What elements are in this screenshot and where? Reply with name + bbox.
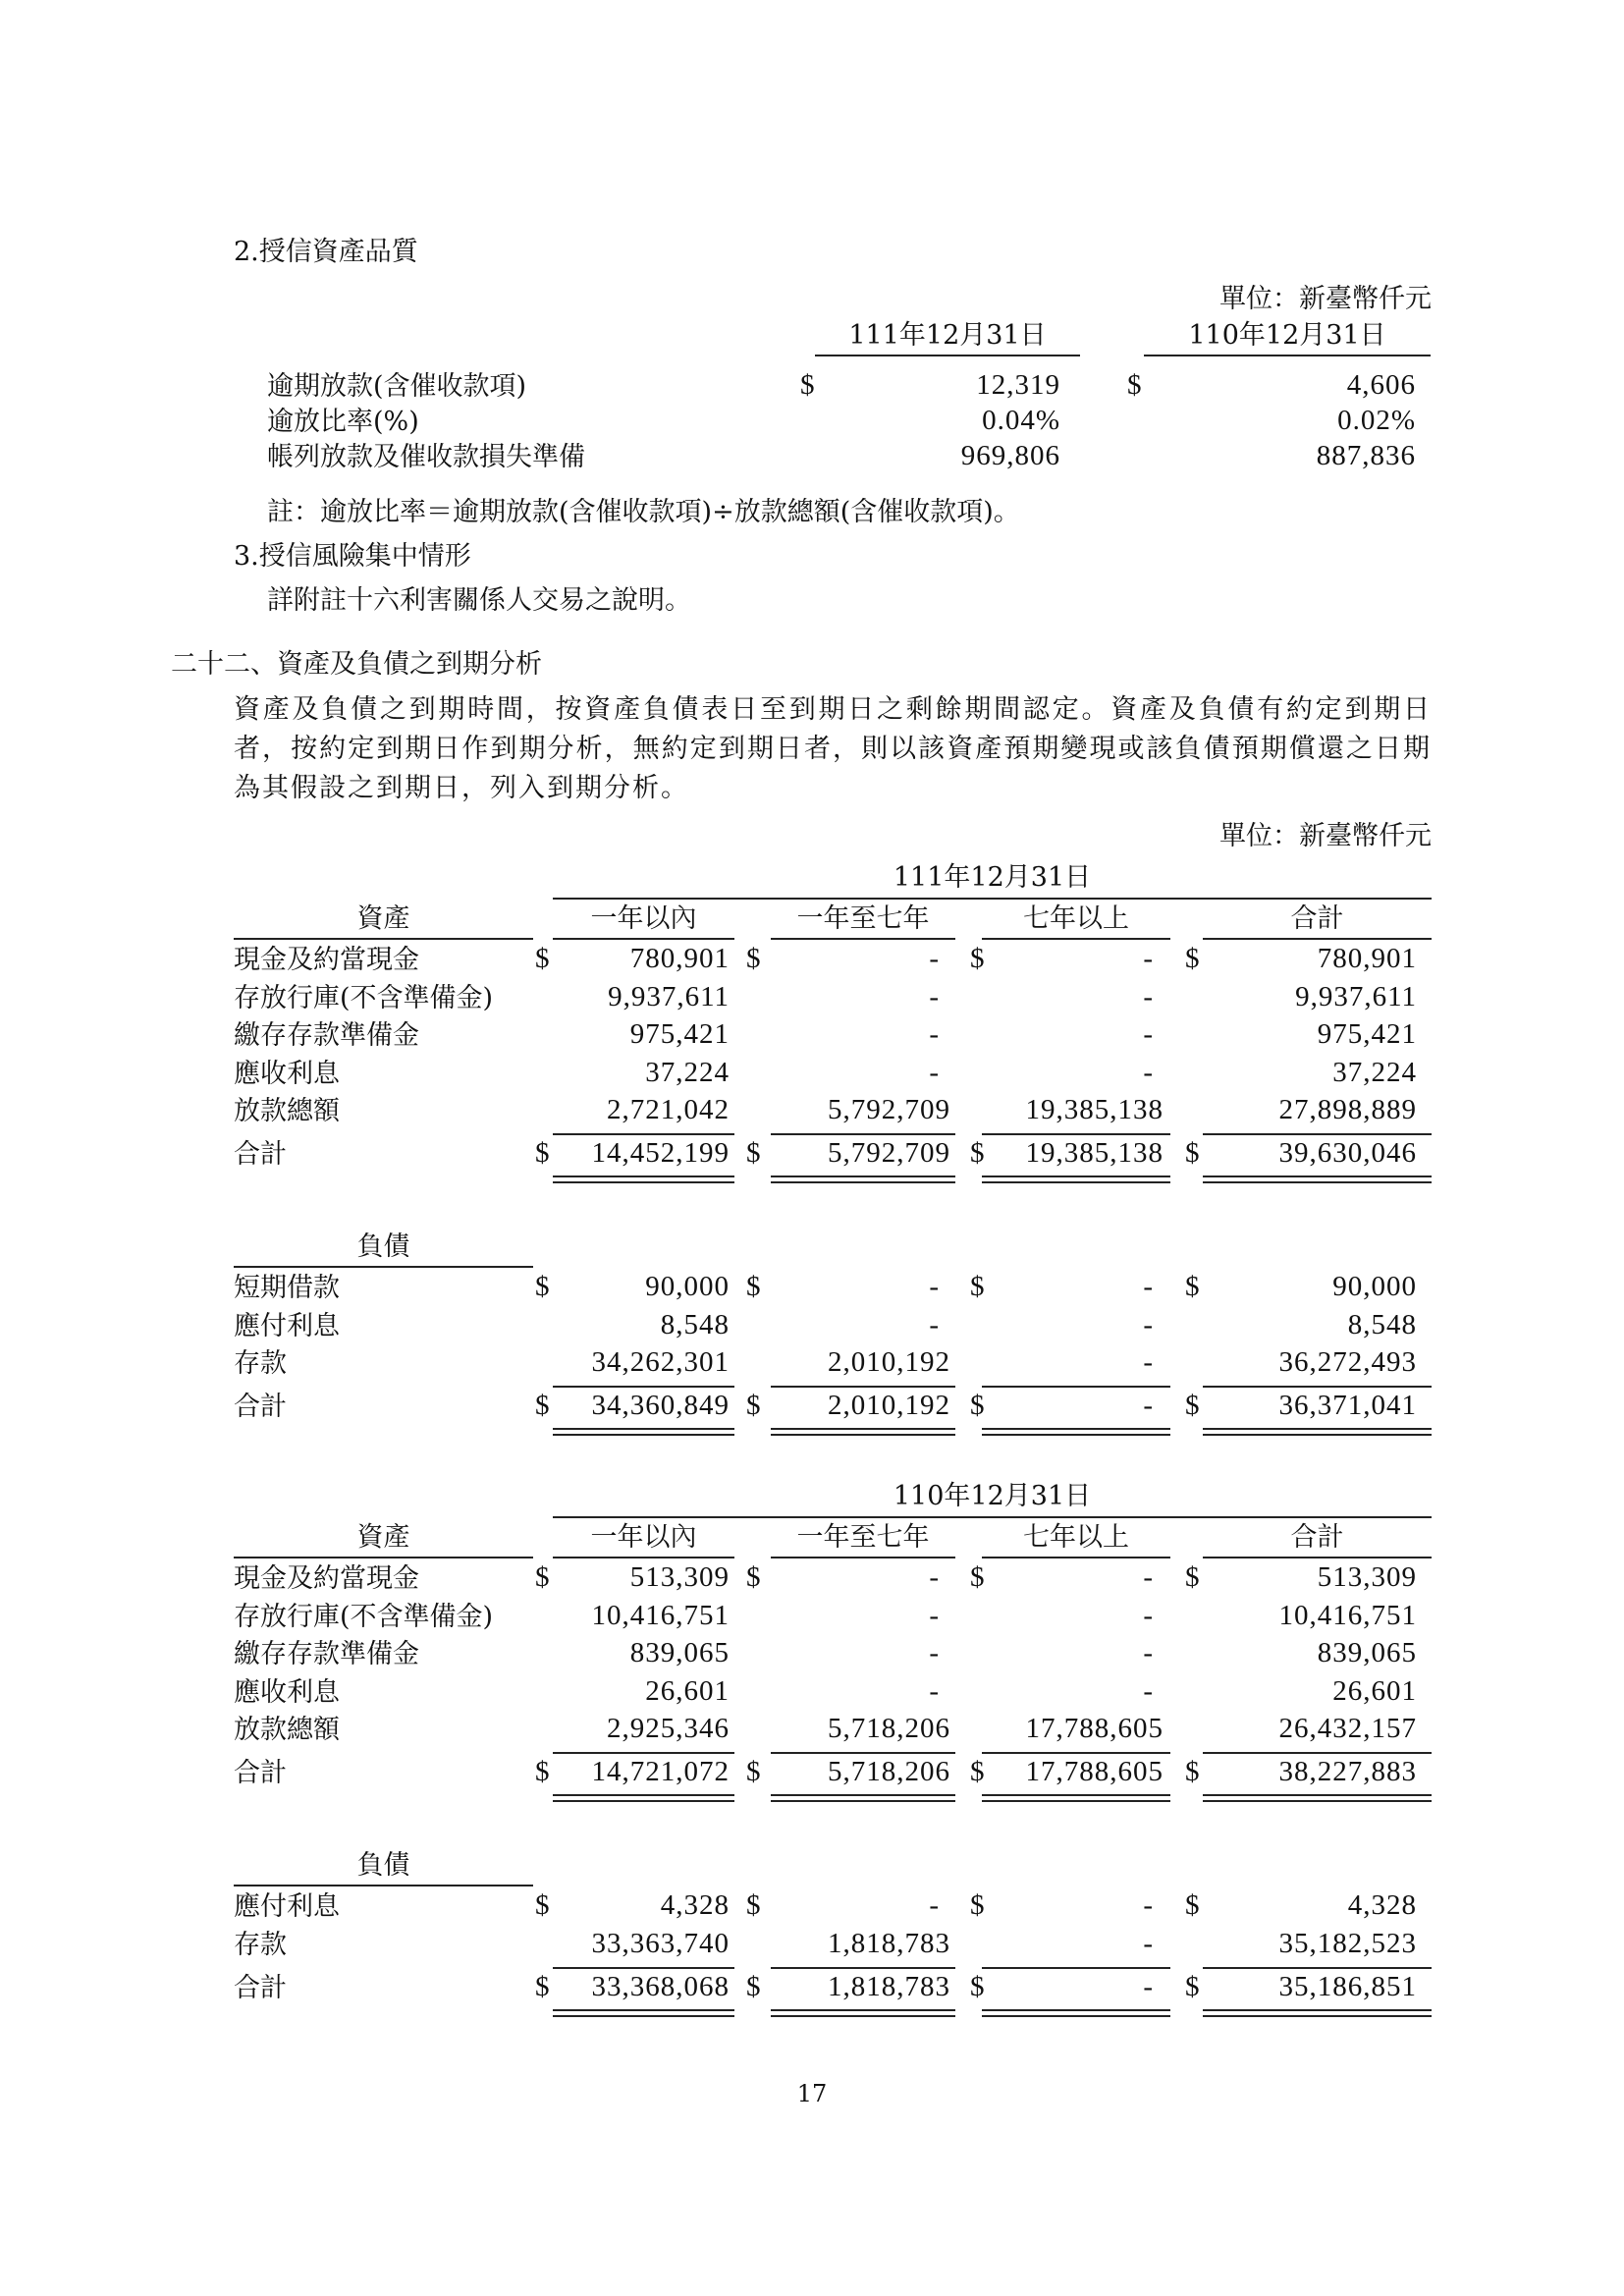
cell-value: 26,601 — [1332, 1675, 1417, 1707]
cell-value: 27,898,889 — [1278, 1094, 1417, 1125]
section-22-unit: 單位：新臺幣仟元 — [1219, 821, 1432, 851]
column-header-underline — [982, 1557, 1170, 1558]
column-header: 合計 — [1290, 1522, 1344, 1553]
column-header-underline — [982, 938, 1170, 940]
cell-value: 1,818,783 — [828, 1928, 950, 1959]
section-3-text: 詳附註十六利害關係人交易之說明。 — [267, 585, 691, 616]
cell-value: - — [929, 981, 940, 1012]
quality-row-value-2022: 969,806 — [960, 440, 1060, 471]
dollar-sign: $ — [1185, 1390, 1201, 1421]
dollar-sign: $ — [970, 1971, 986, 2002]
cell-value: - — [1143, 943, 1154, 974]
dollar-sign: $ — [535, 1137, 551, 1169]
total-value: 2,010,192 — [828, 1390, 950, 1421]
dollar-sign: $ — [1185, 1756, 1201, 1787]
column-header-underline — [1203, 938, 1432, 940]
dollar-sign: $ — [746, 1971, 762, 2002]
quality-row-dollar: $ — [1127, 369, 1143, 401]
cell-value: - — [929, 1309, 940, 1340]
section-title-underline — [234, 1266, 533, 1268]
dollar-sign: $ — [970, 1756, 986, 1787]
cell-value: - — [1143, 981, 1154, 1012]
total-double-underline — [771, 1428, 955, 1436]
quality-row-value-2021: 887,836 — [1316, 440, 1416, 471]
quality-col-2021-underline — [1144, 355, 1431, 356]
subtotal-underline — [553, 1133, 734, 1135]
total-double-underline — [553, 1175, 734, 1183]
cell-value: - — [929, 1675, 940, 1707]
section-22-heading: 二十二、資產及負債之到期分析 — [171, 649, 542, 680]
column-header-underline — [553, 938, 734, 940]
dollar-sign: $ — [1185, 1137, 1201, 1169]
subtotal-underline — [982, 1133, 1170, 1135]
total-value: - — [1143, 1971, 1154, 2002]
dollar-sign: $ — [1185, 1271, 1201, 1302]
subtotal-underline — [553, 1967, 734, 1969]
dollar-sign: $ — [970, 1137, 986, 1169]
quality-row-label: 逾期放款(含催收款項) — [267, 371, 527, 402]
row-label: 應付利息 — [234, 1311, 340, 1341]
column-header: 七年以上 — [1023, 903, 1129, 934]
dollar-sign: $ — [746, 1271, 762, 1302]
total-value: 35,186,851 — [1278, 1971, 1417, 2002]
row-label: 應收利息 — [234, 1059, 340, 1089]
dollar-sign: $ — [535, 1390, 551, 1421]
total-value: 5,718,206 — [828, 1756, 950, 1787]
cell-value: 4,328 — [660, 1889, 730, 1921]
quality-row-value-2022: 12,319 — [976, 369, 1060, 401]
dollar-sign: $ — [535, 1756, 551, 1787]
row-label: 存放行庫(不含準備金) — [234, 983, 494, 1013]
row-label: 現金及約當現金 — [234, 1563, 419, 1594]
cell-value: - — [1143, 1271, 1154, 1302]
cell-value: - — [1143, 1561, 1154, 1593]
total-value: 19,385,138 — [1025, 1137, 1164, 1169]
cell-value: - — [1143, 1309, 1154, 1340]
row-label: 應收利息 — [234, 1677, 340, 1708]
total-double-underline — [982, 1428, 1170, 1436]
cell-value: 10,416,751 — [591, 1600, 730, 1631]
subtotal-underline — [1203, 1967, 1432, 1969]
quality-col-2021: 110年12月31日 — [1188, 320, 1386, 351]
dollar-sign: $ — [746, 1756, 762, 1787]
cell-value: - — [929, 1018, 940, 1050]
cell-value: 35,182,523 — [1278, 1928, 1417, 1959]
subtotal-underline — [771, 1133, 955, 1135]
section-title-underline — [234, 938, 533, 940]
cell-value: 17,788,605 — [1025, 1713, 1164, 1744]
total-value: 14,721,072 — [591, 1756, 730, 1787]
subtotal-underline — [771, 1967, 955, 1969]
dollar-sign: $ — [970, 1561, 986, 1593]
cell-value: - — [1143, 1889, 1154, 1921]
table-date-underline — [553, 1516, 1432, 1518]
cell-value: - — [1143, 1600, 1154, 1631]
total-value: 5,792,709 — [828, 1137, 950, 1169]
total-double-underline — [771, 1794, 955, 1802]
subtotal-underline — [771, 1386, 955, 1388]
dollar-sign: $ — [1185, 1971, 1201, 2002]
page-number: 17 — [796, 2080, 828, 2107]
row-label: 應付利息 — [234, 1891, 340, 1922]
section-2-unit: 單位：新臺幣仟元 — [1219, 284, 1432, 314]
cell-value: 839,065 — [1317, 1637, 1417, 1668]
cell-value: 26,432,157 — [1278, 1713, 1417, 1744]
total-double-underline — [982, 1794, 1170, 1802]
row-label: 放款總額 — [234, 1715, 340, 1745]
cell-value: - — [929, 943, 940, 974]
total-value: 14,452,199 — [591, 1137, 730, 1169]
cell-value: 839,065 — [629, 1637, 730, 1668]
column-header-underline — [553, 1557, 734, 1558]
cell-value: - — [1143, 1928, 1154, 1959]
dollar-sign: $ — [535, 1889, 551, 1921]
dollar-sign: $ — [970, 1889, 986, 1921]
column-header: 七年以上 — [1023, 1522, 1129, 1553]
total-double-underline — [1203, 1175, 1432, 1183]
row-label: 存款 — [234, 1348, 287, 1379]
cell-value: 36,272,493 — [1278, 1346, 1417, 1378]
cell-value: 37,224 — [645, 1057, 730, 1088]
cell-value: 780,901 — [1317, 943, 1417, 974]
total-double-underline — [553, 1794, 734, 1802]
column-header-underline — [771, 938, 955, 940]
section-title-liabilities: 負債 — [356, 1850, 410, 1881]
cell-value: 2,925,346 — [607, 1713, 730, 1744]
cell-value: - — [1143, 1637, 1154, 1668]
subtotal-underline — [553, 1386, 734, 1388]
quality-row-label: 帳列放款及催收款損失準備 — [267, 442, 585, 472]
section-3-heading: 3.授信風險集中情形 — [234, 541, 471, 572]
subtotal-underline — [982, 1752, 1170, 1754]
dollar-sign: $ — [746, 943, 762, 974]
section-title-underline — [234, 1885, 533, 1886]
total-value: 33,368,068 — [591, 1971, 730, 2002]
total-double-underline — [1203, 1794, 1432, 1802]
cell-value: 975,421 — [629, 1018, 730, 1050]
total-double-underline — [982, 2009, 1170, 2017]
dollar-sign: $ — [746, 1137, 762, 1169]
table-date-underline — [553, 898, 1432, 900]
subtotal-underline — [982, 1967, 1170, 1969]
section-22-paragraph: 資產及負債之到期時間，按資產負債表日至到期日之剩餘期間認定。資產及負債有約定到期日者，按約定到期日作到期分析，無約定到期日者，則以該資產預期變現或該負債預期償還之日期為其假設之到期日，列入到期分析。 — [234, 694, 1432, 803]
row-label: 放款總額 — [234, 1096, 340, 1126]
cell-value: - — [929, 1600, 940, 1631]
quality-row-value-2021: 0.02% — [1337, 405, 1416, 436]
section-title-assets: 資產 — [356, 903, 410, 934]
dollar-sign: $ — [535, 1271, 551, 1302]
subtotal-underline — [771, 1752, 955, 1754]
cell-value: 975,421 — [1317, 1018, 1417, 1050]
subtotal-underline — [1203, 1133, 1432, 1135]
cell-value: - — [1143, 1057, 1154, 1088]
total-double-underline — [553, 1428, 734, 1436]
dollar-sign: $ — [970, 1271, 986, 1302]
table-date-header: 111年12月31日 — [893, 862, 1092, 893]
dollar-sign: $ — [746, 1390, 762, 1421]
total-label: 合計 — [234, 1758, 287, 1788]
dollar-sign: $ — [970, 1390, 986, 1421]
total-value: 36,371,041 — [1278, 1390, 1417, 1421]
cell-value: 780,901 — [629, 943, 730, 974]
row-label: 現金及約當現金 — [234, 945, 419, 975]
cell-value: - — [1143, 1346, 1154, 1378]
dollar-sign: $ — [970, 943, 986, 974]
cell-value: 10,416,751 — [1278, 1600, 1417, 1631]
dollar-sign: $ — [746, 1889, 762, 1921]
section-title-assets: 資產 — [356, 1522, 410, 1553]
total-label: 合計 — [234, 1973, 287, 2003]
cell-value: - — [1143, 1018, 1154, 1050]
total-double-underline — [1203, 2009, 1432, 2017]
subtotal-underline — [553, 1752, 734, 1754]
total-value: 34,360,849 — [591, 1390, 730, 1421]
total-value: - — [1143, 1390, 1154, 1421]
cell-value: 513,309 — [629, 1561, 730, 1593]
cell-value: 90,000 — [645, 1271, 730, 1302]
cell-value: 19,385,138 — [1025, 1094, 1164, 1125]
quality-row-value-2021: 4,606 — [1346, 369, 1416, 401]
cell-value: 90,000 — [1332, 1271, 1417, 1302]
cell-value: - — [929, 1271, 940, 1302]
section-title-underline — [234, 1557, 533, 1558]
row-label: 繳存存款準備金 — [234, 1639, 419, 1669]
total-value: 38,227,883 — [1278, 1756, 1417, 1787]
cell-value: 4,328 — [1347, 1889, 1417, 1921]
cell-value: - — [929, 1057, 940, 1088]
total-double-underline — [771, 2009, 955, 2017]
subtotal-underline — [1203, 1386, 1432, 1388]
total-double-underline — [1203, 1428, 1432, 1436]
section-2-heading: 2.授信資產品質 — [234, 237, 418, 267]
cell-value: 37,224 — [1332, 1057, 1417, 1088]
total-double-underline — [553, 2009, 734, 2017]
column-header: 一年以內 — [590, 903, 697, 934]
total-label: 合計 — [234, 1392, 287, 1422]
cell-value: 2,721,042 — [607, 1094, 730, 1125]
quality-col-2022: 111年12月31日 — [848, 320, 1047, 351]
cell-value: 8,548 — [660, 1309, 730, 1340]
row-label: 短期借款 — [234, 1273, 340, 1303]
cell-value: - — [929, 1637, 940, 1668]
total-double-underline — [982, 1175, 1170, 1183]
row-label: 繳存存款準備金 — [234, 1020, 419, 1051]
total-value: 17,788,605 — [1025, 1756, 1164, 1787]
total-value: 1,818,783 — [828, 1971, 950, 2002]
row-label: 存放行庫(不含準備金) — [234, 1602, 494, 1632]
dollar-sign: $ — [746, 1561, 762, 1593]
column-header: 一年以內 — [590, 1522, 697, 1553]
cell-value: - — [929, 1561, 940, 1593]
total-label: 合計 — [234, 1139, 287, 1170]
column-header: 一年至七年 — [796, 1522, 930, 1553]
quality-note: 註：逾放比率＝逾期放款(含催收款項)÷放款總額(含催收款項)。 — [267, 497, 1020, 527]
total-double-underline — [771, 1175, 955, 1183]
quality-row-label: 逾放比率(%) — [267, 407, 419, 437]
cell-value: - — [929, 1889, 940, 1921]
column-header-underline — [771, 1557, 955, 1558]
cell-value: 9,937,611 — [608, 981, 730, 1012]
dollar-sign: $ — [1185, 1889, 1201, 1921]
cell-value: 2,010,192 — [828, 1346, 950, 1378]
column-header: 合計 — [1290, 903, 1344, 934]
cell-value: 34,262,301 — [591, 1346, 730, 1378]
cell-value: 8,548 — [1347, 1309, 1417, 1340]
cell-value: 5,718,206 — [828, 1713, 950, 1744]
dollar-sign: $ — [535, 943, 551, 974]
cell-value: 9,937,611 — [1295, 981, 1417, 1012]
column-header-underline — [1203, 1557, 1432, 1558]
section-title-liabilities: 負債 — [356, 1231, 410, 1262]
cell-value: 5,792,709 — [828, 1094, 950, 1125]
dollar-sign: $ — [535, 1561, 551, 1593]
subtotal-underline — [982, 1386, 1170, 1388]
dollar-sign: $ — [535, 1971, 551, 2002]
dollar-sign: $ — [1185, 943, 1201, 974]
total-value: 39,630,046 — [1278, 1137, 1417, 1169]
subtotal-underline — [1203, 1752, 1432, 1754]
quality-row-dollar: $ — [800, 369, 816, 401]
quality-col-2022-underline — [815, 355, 1080, 356]
quality-row-value-2022: 0.04% — [982, 405, 1060, 436]
row-label: 存款 — [234, 1930, 287, 1960]
cell-value: 513,309 — [1317, 1561, 1417, 1593]
dollar-sign: $ — [1185, 1561, 1201, 1593]
cell-value: - — [1143, 1675, 1154, 1707]
cell-value: 26,601 — [645, 1675, 730, 1707]
cell-value: 33,363,740 — [591, 1928, 730, 1959]
table-date-header: 110年12月31日 — [893, 1481, 1092, 1511]
column-header: 一年至七年 — [796, 903, 930, 934]
